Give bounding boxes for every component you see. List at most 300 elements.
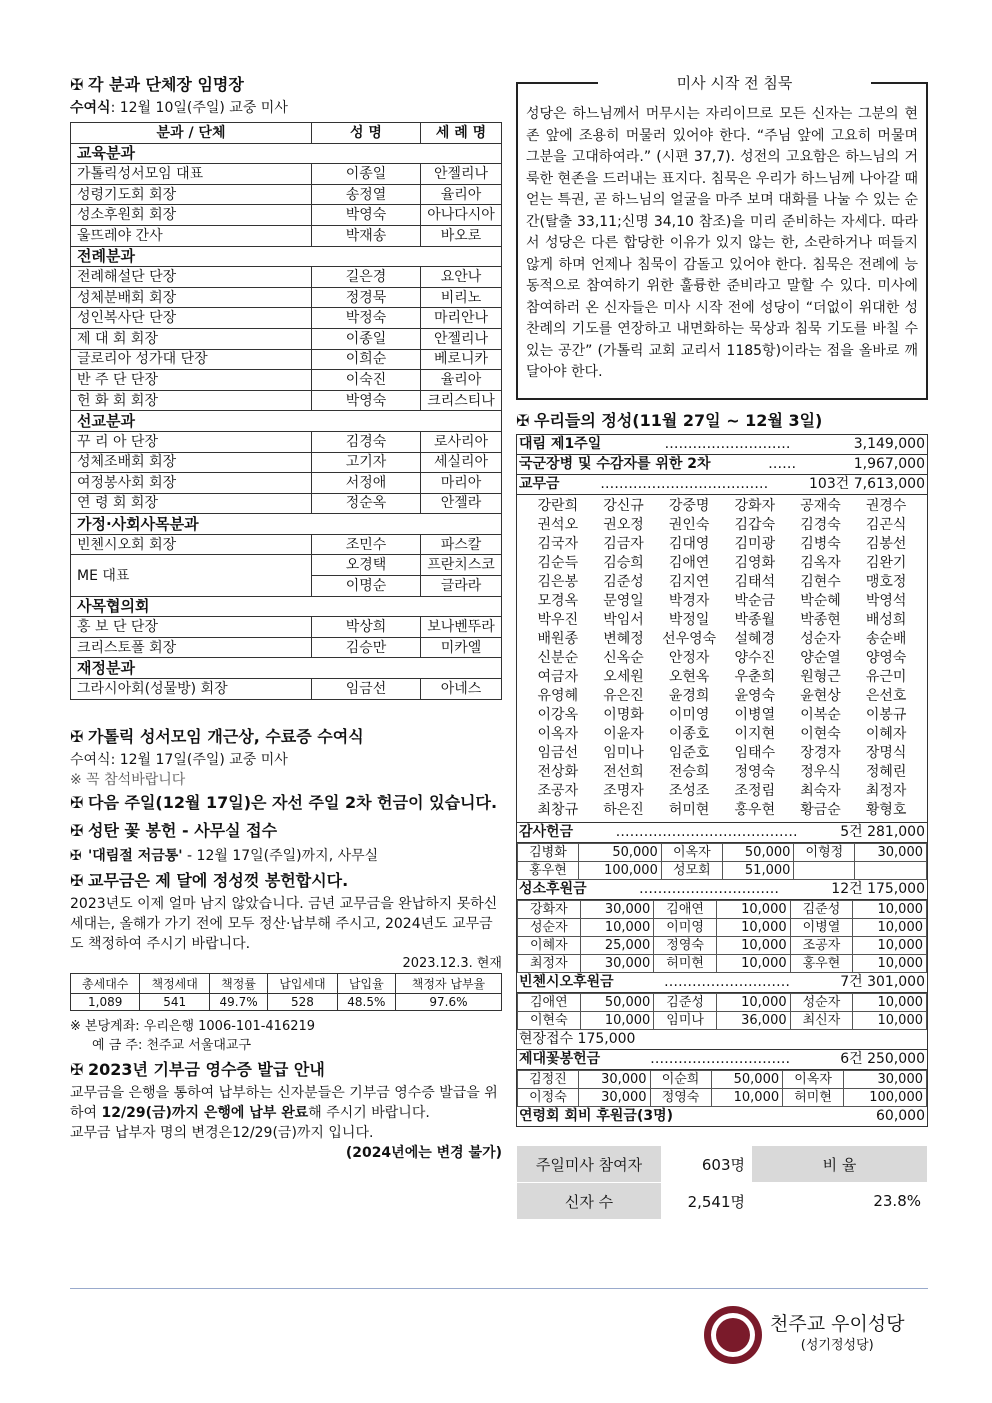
donor-name: 장명식 [865, 745, 907, 761]
donor-cell: 김준성 [790, 901, 853, 919]
donor-name: 김영화 [734, 555, 776, 571]
donor-name: 유근미 [865, 669, 907, 685]
amount-cell: 30,000 [580, 955, 654, 973]
donor-name: 신분순 [537, 650, 579, 666]
role-cell: 글로리아 성가대 단장 [71, 349, 312, 370]
donor-name: 최정자 [865, 783, 907, 799]
group-name: 가정·사회사목분과 [71, 514, 502, 535]
donor-cell: 김병화 [518, 844, 579, 862]
baptism-cell: 마리아 [421, 473, 502, 494]
contrib-altar-flowers: 제대꽃봉헌금 ………………………… 6건 250,000 [517, 1050, 927, 1070]
donor-name: 김현수 [800, 574, 841, 590]
amount-cell: 10,000 [716, 955, 790, 973]
donor-name: 황금순 [800, 802, 841, 818]
name-cell: 임금선 [312, 679, 421, 700]
donor-name: 김은봉 [537, 574, 579, 590]
donor-name: 모경옥 [537, 593, 579, 609]
amount-cell: 10,000 [716, 994, 790, 1012]
amount-cell: 36,000 [716, 1012, 790, 1030]
cross-marker-icon: ✠ [70, 726, 84, 746]
dues-date: 2023.12.3. 현재 [402, 955, 502, 971]
receipt-body: 교무금을 은행을 통하여 납부하는 신자분들은 기부금 영수증 발급을 위하여 12/29(금)까지 은행에 납부 완료해 주시기 바랍니다. [70, 1084, 498, 1121]
name-cell: 김승만 [312, 637, 421, 658]
receipt-heading: ✠ 2023년 기부금 영수증 발급 안내 [70, 1059, 325, 1079]
stat-header: 책정세대 [140, 973, 209, 993]
logo-name: 천주교 우이성당 [770, 1313, 905, 1335]
group-header-row [71, 246, 502, 267]
amount-cell: 50,000 [722, 844, 794, 862]
silence-box-text: 성당은 하느님께서 머무시는 자리이므로 모든 신자는 그분의 현존 앞에 조용히 머물러 있어야 한다. “주님 앞에 고요히 머물며 그분을 고대하여라.” (시편 37,7). 성전의 고요함은 하느님의 거룩한 현존을 드러내는 표지다. 침묵은 우리가 하느님께 나아갈 때 얻는 특권, 곧 하느님의 얼굴을 마주 보며 대화를 나눌 수 있는 순간(탈출 33,11;신명 34,10 참조)을 미리 준비하는 자세다. 따라서 성당은 다른 합당한 이유가 있지 않는 한, 소란하거나 떠들지 않게 하며 언제나 침묵이 감돌고 있어야 한다. 침묵은 전례에 능동적으로 참여하기 위한 훌륭한 준비라고 말할 수 있다. 미사에 참여하러 온 신자들은 미사 시작 전에 성당이 “더없이 위대한 성찬례의 기도를 연장하고 내면화하는 묵상과 침묵 기도를 바칠 수 있는 공간” (가톨릭 교회 교리서 1185항)이라는 점을 올바로 깨달아야 한다. [526, 106, 918, 380]
donor-name: 안정자 [668, 650, 710, 666]
donor-name: 전승희 [668, 764, 710, 780]
table-row [71, 308, 502, 329]
donor-name: 이명화 [603, 707, 644, 723]
amount-cell: 10,000 [711, 1089, 783, 1107]
name-cell: 송정열 [312, 184, 421, 205]
name-cell: 고기자 [312, 452, 421, 473]
cross-marker-icon: ✠ [70, 792, 84, 812]
baptism-cell: 율리아 [421, 184, 502, 205]
name-cell: 박재송 [312, 225, 421, 246]
donor-cell: 홍우현 [790, 955, 853, 973]
donor-name: 임미나 [603, 745, 644, 761]
donor-cell: 이현숙 [518, 1012, 581, 1030]
group-name: 교육분과 [71, 143, 502, 164]
role-cell: 헌 화 회 회장 [71, 390, 312, 411]
amount-cell: 30,000 [580, 901, 654, 919]
donor-name: 이현숙 [800, 726, 841, 742]
name-cell: 이명순 [312, 576, 421, 597]
role-cell: 여정봉사회 회장 [71, 473, 312, 494]
account-holder: 예 금 주: 천주교 서울대교구 [92, 1037, 252, 1053]
parish-account: ※ 본당계좌: 우리은행 1006-101-416219 [70, 1018, 316, 1034]
ceremony-line: 수여식: 12월 10일(주일) 교중 미사 [70, 100, 288, 116]
donor-name: 김완기 [865, 555, 907, 571]
amount-cell: 10,000 [716, 937, 790, 955]
group-header-row [71, 143, 502, 164]
members-value: 2,541명 [662, 1183, 752, 1220]
receipt-name-change: 교무금 납부자 명의 변경은12/29(금)까지 입니다. [70, 1124, 374, 1141]
donor-name: 박정일 [668, 612, 710, 628]
role-cell: 빈첸시오회 회장 [71, 534, 312, 555]
donor-name: 최숙자 [800, 783, 841, 799]
amount-cell: 10,000 [853, 1012, 927, 1030]
group-name: 전례분과 [71, 246, 502, 267]
donor-name: 김병숙 [800, 536, 841, 552]
baptism-cell: 크리스티나 [421, 390, 502, 411]
role-cell: 제 대 회 회장 [71, 328, 312, 349]
donor-name: 선우영숙 [662, 631, 717, 647]
amount-cell: 30,000 [844, 1071, 927, 1089]
donor-name: 이강옥 [537, 707, 579, 723]
donor-name: 박순혜 [800, 593, 841, 609]
appointment-heading: ✠ 각 분과 단체장 임명장 [70, 75, 244, 94]
donor-cell: 김준성 [654, 994, 717, 1012]
baptism-cell: 비리노 [421, 287, 502, 308]
silence-box-title: 미사 시작 전 침묵 [598, 72, 871, 93]
role-cell: 가톨릭성서모임 대표 [71, 164, 312, 185]
amount-cell: 30,000 [578, 1089, 650, 1107]
donor-name: 이봉규 [865, 707, 907, 723]
name-cell: 박상희 [312, 617, 421, 638]
table-row [518, 1071, 927, 1089]
baptism-cell: 아네스 [421, 679, 502, 700]
contrib-vincent: 빈첸시오후원금 ……………………… 7건 301,000 [517, 973, 927, 993]
table-row [518, 955, 927, 973]
bible-award-heading: ✠ 가톨릭 성서모임 개근상, 수료증 수여식 [70, 726, 364, 746]
donor-name: 양영숙 [865, 650, 907, 666]
amount-cell: 10,000 [580, 919, 654, 937]
donor-name: 공재숙 [800, 498, 841, 514]
amount-cell [855, 862, 927, 880]
donor-name: 조공자 [537, 783, 579, 799]
donor-name: 우춘희 [734, 669, 776, 685]
donor-name: 김준성 [603, 574, 644, 590]
donor-cell: 이혜자 [518, 937, 581, 955]
baptism-cell: 파스칼 [421, 534, 502, 555]
amount-cell: 10,000 [853, 994, 927, 1012]
thanks-table [517, 843, 927, 880]
donor-name: 박순금 [734, 593, 776, 609]
donor-name: 김봉선 [865, 536, 907, 552]
stat-header: 총세대수 [71, 973, 140, 993]
group-name: 선교분과 [71, 411, 502, 432]
donor-cell: 강화자 [518, 901, 581, 919]
bible-award-ceremony: 수여식: 12월 17일(주일) 교중 미사 [70, 751, 288, 768]
donor-name: 박우진 [537, 612, 579, 628]
donor-name: 신옥순 [603, 650, 644, 666]
amount-cell: 10,000 [716, 901, 790, 919]
attendance-value: 603명 [662, 1146, 752, 1183]
amount-cell: 51,000 [722, 862, 794, 880]
contrib-vocation: 성소후원금 ………………………… 12건 175,000 [517, 880, 927, 900]
donor-name: 강란희 [537, 498, 579, 514]
baptism-cell: 아나다시아 [421, 205, 502, 226]
group-name: 사목협의회 [71, 596, 502, 617]
baptism-cell: 요안나 [421, 267, 502, 288]
baptism-cell: 세실리아 [421, 452, 502, 473]
stat-header: 책정률 [209, 973, 267, 993]
donor-name: 김태석 [734, 574, 776, 590]
table-row [71, 679, 502, 700]
donor-cell: 이미영 [654, 919, 717, 937]
donor-name: 변혜정 [603, 631, 644, 647]
donor-cell: 이병열 [790, 919, 853, 937]
silence-box [516, 74, 928, 400]
donor-name: 김금자 [603, 536, 644, 552]
donor-name: 임금선 [537, 745, 579, 761]
donor-name: 전선희 [603, 764, 644, 780]
donor-name: 장경자 [800, 745, 841, 761]
name-cell: 박영숙 [312, 205, 421, 226]
donor-cell: 최정자 [518, 955, 581, 973]
donor-name: 이복순 [800, 707, 841, 723]
donor-name: 송순배 [865, 631, 907, 647]
amount-cell: 50,000 [578, 844, 661, 862]
amount-cell: 10,000 [853, 955, 927, 973]
role-cell: 반 주 단 단장 [71, 370, 312, 391]
donor-cell: 정영숙 [654, 937, 717, 955]
donor-name: 김경숙 [800, 517, 841, 533]
donor-cell: 성모회 [661, 862, 722, 880]
donor-cell: 김정진 [518, 1071, 579, 1089]
amount-cell: 10,000 [853, 901, 927, 919]
col-header-baptism: 세 례 명 [421, 123, 502, 144]
donor-cell: 조공자 [790, 937, 853, 955]
bible-award-note: ※ 꼭 참석바랍니다 [70, 771, 186, 788]
group-header-row [71, 514, 502, 535]
donor-name: 오현옥 [668, 669, 710, 685]
table-row [71, 370, 502, 391]
donor-name: 하은진 [603, 802, 644, 818]
stat-header: 납입세대 [268, 973, 337, 993]
donor-name: 맹호정 [865, 574, 907, 590]
donor-name: 김지연 [668, 574, 710, 590]
donor-cell: 허미현 [654, 955, 717, 973]
role-cell: 울뜨레야 간사 [71, 225, 312, 246]
donor-name: 조정림 [734, 783, 776, 799]
baptism-cell: 율리아 [421, 370, 502, 391]
donor-cell: 성순자 [518, 919, 581, 937]
table-row [71, 287, 502, 308]
stat-value: 1,089 [71, 993, 140, 1010]
donor-name: 박종월 [734, 612, 776, 628]
donor-cell: 이형정 [794, 844, 855, 862]
attendance-table [516, 1145, 928, 1220]
donor-name: 김승희 [603, 555, 644, 571]
role-cell: 성체분배회 회장 [71, 287, 312, 308]
table-row [518, 994, 927, 1012]
role-cell: 홍 보 단 단장 [71, 617, 312, 638]
table-row [71, 534, 502, 555]
col-header-group: 분과 / 단체 [71, 123, 312, 144]
table-row [518, 919, 927, 937]
amount-cell: 30,000 [855, 844, 927, 862]
donor-name: 황형호 [865, 802, 907, 818]
donor-name: 박경자 [668, 593, 710, 609]
logo-text [770, 1313, 905, 1357]
donor-cell: 김애연 [654, 901, 717, 919]
donor-name: 김애연 [668, 555, 710, 571]
amount-cell: 25,000 [580, 937, 654, 955]
donor-name: 김미광 [734, 536, 776, 552]
dues-names-grid [517, 495, 927, 823]
name-cell: 조민수 [312, 534, 421, 555]
cross-marker-icon: ✠ [70, 820, 84, 840]
donor-cell: 임미나 [654, 1012, 717, 1030]
donor-cell: 허미현 [783, 1089, 844, 1107]
logo-subtitle: (성기정성당) [800, 1338, 874, 1353]
name-cell: 이종일 [312, 328, 421, 349]
cross-marker-icon: ✠ [70, 75, 84, 94]
donor-cell: 김애연 [518, 994, 581, 1012]
donor-name: 박종현 [800, 612, 841, 628]
name-cell: 오경택 [312, 555, 421, 576]
cross-marker-icon: ✠ [70, 847, 82, 864]
contrib-dues: 교무금 ……………………………… 103건 7,613,000 [517, 475, 927, 495]
donor-name: 윤현상 [800, 688, 841, 704]
receipt-no-change-note: (2024년에는 변경 불가) [345, 1144, 502, 1161]
name-cell: 박영숙 [312, 390, 421, 411]
ratio-label: 비 율 [752, 1146, 928, 1183]
ratio-value: 23.8% [752, 1183, 928, 1220]
amount-cell: 10,000 [853, 937, 927, 955]
table-row [518, 844, 927, 862]
baptism-cell: 프란치스코 [421, 555, 502, 576]
donor-name: 이미영 [668, 707, 710, 723]
table-row [518, 862, 927, 880]
dues-stats-table [70, 973, 502, 1011]
role-cell: 크리스토폴 회장 [71, 637, 312, 658]
donor-name: 김갑숙 [734, 517, 776, 533]
advent-bank-line: ✠ '대림절 저금통' - 12월 17일(주일)까지, 사무실 [70, 847, 379, 864]
contribution-list [516, 434, 928, 1127]
table-row [71, 225, 502, 246]
stat-header: 납입율 [337, 973, 395, 993]
contribution-heading: ✠ 우리들의 정성(11월 27일 ~ 12월 3일) [516, 411, 823, 430]
cross-marker-icon: ✠ [70, 1059, 84, 1079]
baptism-cell: 마리안나 [421, 308, 502, 329]
right-column [516, 72, 928, 1220]
stat-value: 97.6% [395, 993, 501, 1010]
table-row [71, 637, 502, 658]
donor-name: 양순열 [800, 650, 841, 666]
donor-name: 정영숙 [734, 764, 776, 780]
group-header-row [71, 658, 502, 679]
baptism-cell: 글라라 [421, 576, 502, 597]
baptism-cell: 로사리아 [421, 431, 502, 452]
appointment-table [70, 122, 502, 700]
donor-cell: 이옥자 [661, 844, 722, 862]
table-row [71, 390, 502, 411]
contrib-funeral: 연령회 회비 후원금(3명) 60,000 [519, 1108, 925, 1124]
members-label: 신자 수 [517, 1183, 662, 1220]
donor-cell: 홍우현 [518, 862, 579, 880]
role-cell: 그라시아회(성물방) 회장 [71, 679, 312, 700]
contrib-thanks: 감사헌금 ………………………………… 5건 281,000 [517, 823, 927, 843]
name-cell: 박정숙 [312, 308, 421, 329]
donor-name: 원형근 [800, 669, 841, 685]
vincent-table [517, 993, 927, 1030]
donor-name: 이혜자 [865, 726, 907, 742]
role-cell: 전례해설단 단장 [71, 267, 312, 288]
role-cell: 연 령 회 회장 [71, 493, 312, 514]
table-row [71, 452, 502, 473]
amount-cell: 10,000 [580, 1012, 654, 1030]
name-cell: 서정애 [312, 473, 421, 494]
donor-name: 전상화 [537, 764, 579, 780]
donor-name: 유영혜 [537, 688, 579, 704]
baptism-cell: 안젤리나 [421, 164, 502, 185]
baptism-cell: 바오로 [421, 225, 502, 246]
donor-name: 문영일 [603, 593, 644, 609]
table-row [71, 164, 502, 185]
christmas-flower-heading: ✠ 성탄 꽃 봉헌 - 사무실 접수 [70, 820, 278, 840]
col-header-name: 성 명 [312, 123, 421, 144]
role-cell: 성체조배회 회장 [71, 452, 312, 473]
contrib-military: 국군장병 및 수감자를 위한 2차 …… 1,967,000 [517, 455, 927, 475]
table-row [71, 431, 502, 452]
amount-cell: 50,000 [711, 1071, 783, 1089]
donor-name: 여금자 [537, 669, 579, 685]
donor-name: 임준호 [668, 745, 710, 761]
donor-name: 이옥자 [537, 726, 579, 742]
group-name: 재정분과 [71, 658, 502, 679]
donor-name: 강화자 [734, 498, 776, 514]
table-row [71, 473, 502, 494]
name-cell: 이종일 [312, 164, 421, 185]
table-row [518, 937, 927, 955]
donor-name: 이병열 [734, 707, 776, 723]
table-row [71, 184, 502, 205]
role-cell: 성소후원회 회장 [71, 205, 312, 226]
table-row [518, 901, 927, 919]
footer-divider [70, 1288, 928, 1289]
vocation-table [517, 900, 927, 973]
stat-value: 541 [140, 993, 209, 1010]
donor-name: 정혜린 [865, 764, 907, 780]
name-cell: 정순옥 [312, 493, 421, 514]
donor-cell: 이옥자 [783, 1071, 844, 1089]
table-row [71, 328, 502, 349]
donor-name: 이종호 [668, 726, 710, 742]
donor-name: 김곤식 [865, 517, 907, 533]
donor-name: 유은진 [603, 688, 644, 704]
parish-seal-icon [704, 1306, 762, 1364]
amount-cell: 10,000 [716, 919, 790, 937]
donor-name: 윤경희 [668, 688, 710, 704]
baptism-cell: 미카엘 [421, 637, 502, 658]
donor-name: 조성조 [668, 783, 710, 799]
table-row [71, 349, 502, 370]
name-cell: 김경숙 [312, 431, 421, 452]
role-cell: 성인복사단 단장 [71, 308, 312, 329]
table-row [71, 617, 502, 638]
donor-name: 오세원 [603, 669, 644, 685]
table-row [71, 267, 502, 288]
donor-cell [794, 862, 855, 880]
stat-value: 48.5% [337, 993, 395, 1010]
donor-cell: 최신자 [790, 1012, 853, 1030]
donor-name: 정우식 [800, 764, 841, 780]
donor-name: 김순득 [537, 555, 579, 571]
donor-name: 배성희 [865, 612, 907, 628]
attendance-label: 주일미사 참여자 [517, 1146, 662, 1183]
stat-value: 49.7% [209, 993, 267, 1010]
donor-name: 이지현 [734, 726, 776, 742]
baptism-cell: 보나벤뚜라 [421, 617, 502, 638]
donor-name: 배원종 [537, 631, 579, 647]
amount-cell: 30,000 [578, 1071, 650, 1089]
group-header-row [71, 411, 502, 432]
donor-name: 이윤자 [603, 726, 644, 742]
amount-cell: 100,000 [578, 862, 661, 880]
table-row [518, 1012, 927, 1030]
donor-name: 조명자 [603, 783, 644, 799]
table-row [71, 205, 502, 226]
donor-name: 윤영숙 [734, 688, 776, 704]
donor-cell: 성순자 [790, 994, 853, 1012]
vincent-onsite: 현장접수 175,000 [517, 1030, 927, 1050]
donor-name: 강신규 [603, 498, 644, 514]
donor-name: 김대영 [668, 536, 710, 552]
name-cell: 이희순 [312, 349, 421, 370]
donor-name: 홍우현 [734, 802, 776, 818]
table-row [71, 555, 502, 576]
cross-marker-icon: ✠ [70, 870, 84, 890]
table-row [518, 1089, 927, 1107]
baptism-cell: 안젤리나 [421, 328, 502, 349]
